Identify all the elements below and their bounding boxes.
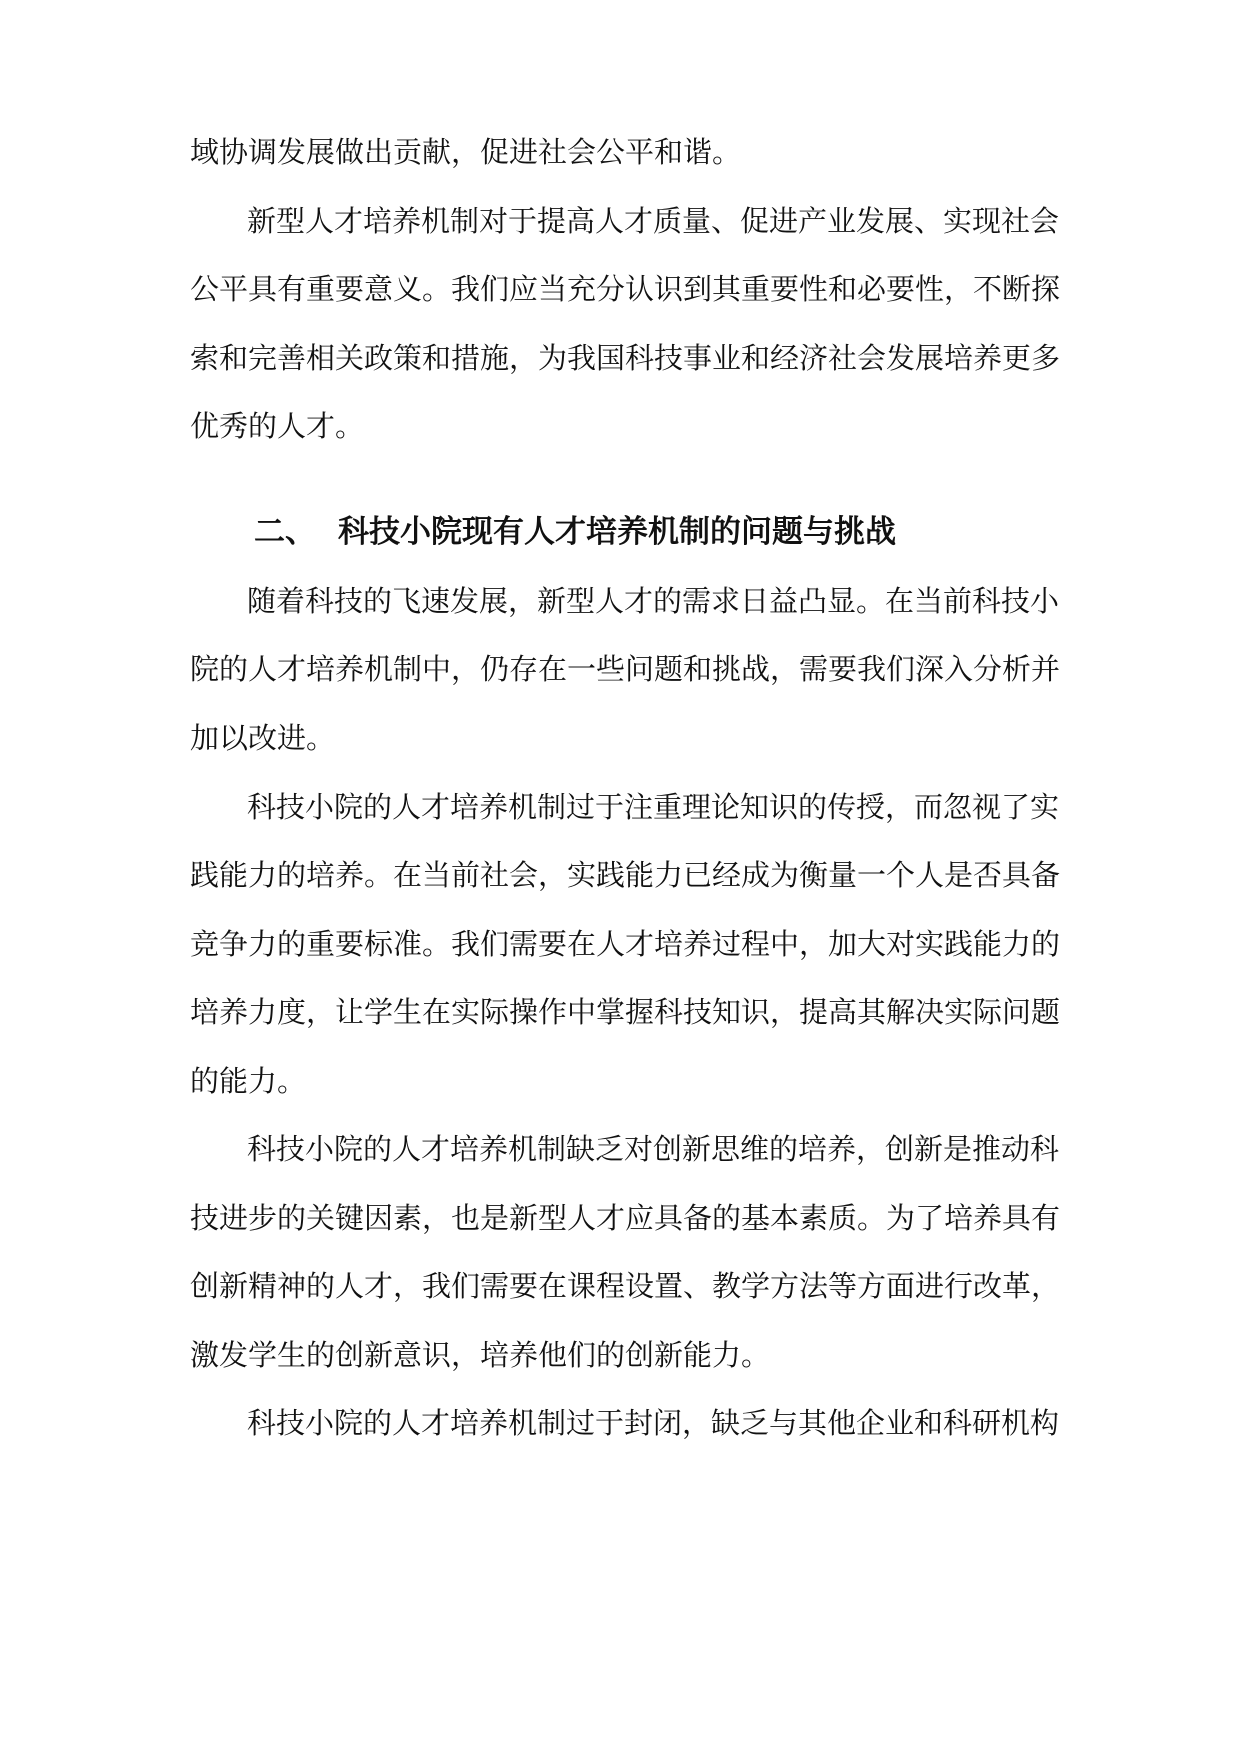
paragraph-line: 践能力的培养。在当前社会，实践能力已经成为衡量一个人是否具备 xyxy=(190,858,1061,892)
paragraph-line: 随着科技的飞速发展，新型人才的需求日益凸显。在当前科技小 xyxy=(247,584,1060,618)
section-heading xyxy=(254,512,896,552)
paragraph-line: 科技小院的人才培养机制过于封闭，缺乏与其他企业和科研机构 xyxy=(247,1406,1060,1440)
paragraph-line: 索和完善相关政策和措施，为我国科技事业和经济社会发展培养更多 xyxy=(190,341,1061,375)
paragraph-line: 科技小院的人才培养机制缺乏对创新思维的培养，创新是推动科 xyxy=(247,1132,1060,1166)
paragraph-line: 培养力度，让学生在实际操作中掌握科技知识，提高其解决实际问题 xyxy=(190,995,1061,1029)
paragraph-line: 域协调发展做出贡献，促进社会公平和谐。 xyxy=(190,135,742,169)
paragraph-line: 的能力。 xyxy=(190,1064,307,1098)
paragraph-line: 新型人才培养机制对于提高人才质量、促进产业发展、实现社会 xyxy=(247,204,1060,238)
paragraph-line: 公平具有重要意义。我们应当充分认识到其重要性和必要性，不断探 xyxy=(190,272,1061,306)
section-number: 二、 xyxy=(254,514,316,550)
paragraph-line: 创新精神的人才，我们需要在课程设置、教学方法等方面进行改革， xyxy=(190,1269,1061,1303)
paragraph-line: 竞争力的重要标准。我们需要在人才培养过程中，加大对实践能力的 xyxy=(190,927,1061,961)
paragraph-line: 加以改进。 xyxy=(190,721,336,755)
paragraph-line: 科技小院的人才培养机制过于注重理论知识的传授，而忽视了实 xyxy=(247,790,1060,824)
paragraph-line: 技进步的关键因素，也是新型人才应具备的基本素质。为了培养具有 xyxy=(190,1201,1061,1235)
paragraph-line: 激发学生的创新意识，培养他们的创新能力。 xyxy=(190,1338,771,1372)
paragraph-line: 优秀的人才。 xyxy=(190,409,365,443)
paragraph-line: 院的人才培养机制中，仍存在一些问题和挑战，需要我们深入分析并 xyxy=(190,652,1061,686)
section-title: 科技小院现有人才培养机制的问题与挑战 xyxy=(338,514,896,550)
